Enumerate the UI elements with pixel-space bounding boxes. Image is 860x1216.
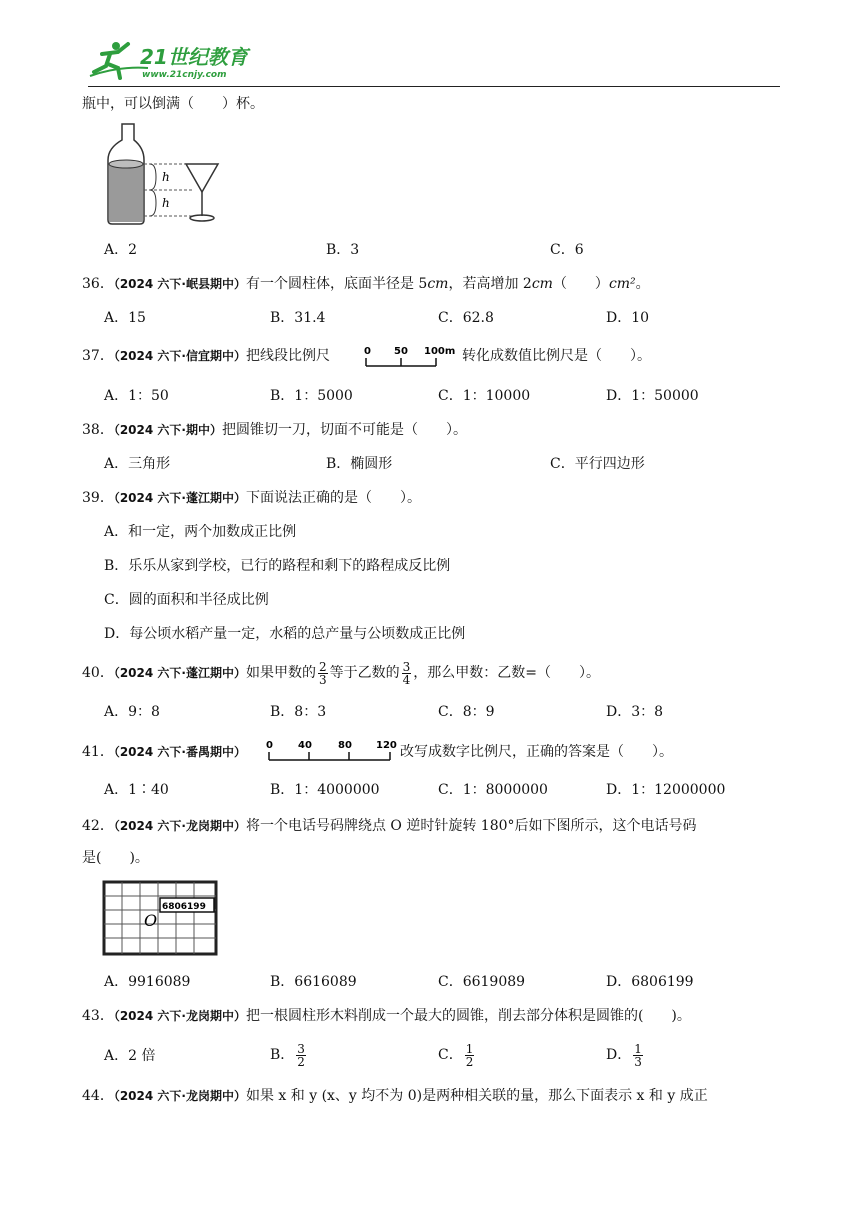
q36-text-a: 有一个圆柱体，底面半径是 5 [245,276,428,292]
brand-logo [88,38,258,82]
q43-option-d-den: 3 [634,1054,642,1069]
q42-phone-number-plate: 6806199 [162,902,206,912]
q42-option-d[interactable]: D．6806199 [606,974,694,990]
q36-option-d[interactable]: D．10 [606,310,650,326]
q43-option-c-num: 1 [465,1041,474,1056]
q44-number: 44． [82,1088,114,1104]
q36-unit-a: cm [427,276,449,292]
q40-frac1-num: 2 [318,659,327,674]
q42-number: 42． [82,818,114,834]
q40-text-c: ，那么甲数：乙数=（ ）。 [413,665,600,681]
q38-option-a[interactable]: A．三角形 [104,456,171,472]
q37-scale-label-50: 50 [394,346,408,357]
q38-text: 把圆锥切一刀，切面不可能是（ ）。 [221,422,467,438]
q36-unit-b: cm [531,276,553,292]
q40-number: 40． [82,665,114,681]
q41-option-b[interactable]: B．1：4000000 [270,782,380,798]
q39-text: 下面说法正确的是（ ）。 [245,490,421,506]
q43-option-c-den: 2 [465,1054,474,1069]
q40-frac2-num: 3 [402,659,411,674]
q43-option-c[interactable] [438,1040,476,1070]
q41-scale-label-120: 120 [376,740,397,751]
page-header [88,38,780,88]
q40-text-b: 等于乙数的 [329,665,400,681]
q37-number: 37． [82,348,114,364]
figure-label-h1: h [162,170,170,184]
q41-question [82,742,246,762]
q36-text-b: ，若高增加 2 [448,276,532,292]
q40-text-a: 如果甲数的 [245,665,316,681]
q37-line-scale [364,344,464,370]
q44-source: （2024 六下·龙岗期中） [113,1089,246,1103]
q38-option-c[interactable]: C．平行四边形 [550,456,645,472]
q43-source: （2024 六下·龙岗期中） [113,1009,246,1023]
q39-source: （2024 六下·蓬江期中） [113,491,246,505]
q35-option-a[interactable]: A．2 [104,242,138,258]
q44-question [82,1086,708,1106]
brand-url-text: www.21cnjy.com [142,70,227,80]
q37-option-d[interactable]: D．1：50000 [606,388,699,404]
q43-option-c-fraction [465,1043,475,1068]
q36-option-c[interactable]: C．62.8 [438,310,494,326]
q40-option-d[interactable]: D．3：8 [606,704,664,720]
q41-line-scale [266,738,402,764]
q42-point-o: O [144,911,158,930]
q43-option-b-fraction [296,1043,306,1068]
q38-question [82,420,467,440]
q43-option-d-fraction [633,1043,643,1068]
q43-question [82,1006,691,1026]
q42-text: 将一个电话号码牌绕点 O 逆时针旋转 180°后如下图所示，这个电话号码 [245,818,697,834]
q42-source: （2024 六下·龙岗期中） [113,819,246,833]
q40-frac2-den: 4 [402,672,411,687]
q41-option-a[interactable]: A．1∶40 [104,782,169,798]
q43-number: 43． [82,1008,114,1024]
q43-option-b-den: 2 [297,1054,305,1069]
q41-scale-label-40: 40 [298,740,312,751]
q42-text-cont: 是( )。 [82,850,149,866]
q37-option-c[interactable]: C．1：10000 [438,388,531,404]
q43-option-c-label: C． [438,1047,463,1063]
q35-option-b[interactable]: B．3 [326,242,360,258]
q41-source: （2024 六下·番禺期中） [113,745,246,759]
q36-text-d: 。 [635,276,650,292]
q36-unit-c: cm² [608,276,636,292]
q38-number: 38． [82,422,114,438]
q39-option-a[interactable]: A．和一定，两个加数成正比例 [104,524,297,540]
q40-fraction-1 [318,661,328,686]
q43-option-b-label: B． [270,1047,295,1063]
q40-question [82,660,600,686]
q35-text: 瓶中，可以倒满（ ）杯。 [82,96,264,112]
q37-option-a[interactable]: A．1：50 [104,388,169,404]
q40-frac1-den: 3 [318,672,327,687]
q43-option-b[interactable] [270,1040,308,1070]
q36-number: 36． [82,276,114,292]
q36-question [82,274,650,294]
q37-text-b: 转化成数值比例尺是（ ）。 [462,348,651,364]
q42-question [82,816,697,836]
q40-fraction-2 [402,661,412,686]
q36-option-a[interactable]: A．15 [104,310,146,326]
q41-scale-label-0: 0 [266,740,273,751]
q37-source: （2024 六下·信宜期中） [113,349,246,363]
figure-label-h2: h [162,196,170,210]
q36-text-c: （ ） [552,276,609,292]
q41-option-c[interactable]: C．1：8000000 [438,782,548,798]
q40-option-c[interactable]: C．8：9 [438,704,495,720]
q41-scale-label-80: 80 [338,740,352,751]
q40-source: （2024 六下·蓬江期中） [113,666,246,680]
q43-option-d[interactable] [606,1040,645,1070]
q39-option-c[interactable]: C．圆的面积和半径成比例 [104,592,269,608]
q41-text: 改写成数字比例尺，正确的答案是（ ）。 [400,744,673,760]
q43-option-d-num: 1 [634,1041,642,1056]
q37-question [82,346,330,366]
q43-text: 把一根圆柱形木料削成一个最大的圆锥，削去部分体积是圆锥的( )。 [245,1008,691,1024]
q38-source: （2024 六下·期中） [113,423,222,437]
q37-scale-label-0: 0 [364,346,371,357]
q37-option-b[interactable]: B．1：5000 [270,388,353,404]
q36-source: （2024 六下·岷县期中） [113,277,246,291]
q42-option-c[interactable]: C．6619089 [438,974,526,990]
q42-grid-figure [102,880,220,958]
brand-main-text: 21世纪教育 [140,45,248,69]
q35-option-c[interactable]: C．6 [550,242,584,258]
header-divider [88,86,780,87]
q38-option-b[interactable]: B．椭圆形 [326,456,393,472]
q44-text: 如果 x 和 y (x、y 均不为 0)是两种相关联的量，那么下面表示 x 和 y 成正 [245,1088,708,1104]
q41-option-d[interactable]: D．1：12000000 [606,782,726,798]
q37-text-a: 把线段比例尺 [245,348,330,364]
q39-number: 39． [82,490,114,506]
q43-option-a[interactable]: A．2 倍 [104,1048,156,1064]
q42-option-b[interactable]: B．6616089 [270,974,357,990]
q36-option-b[interactable]: B．31.4 [270,310,326,326]
q41-number: 41． [82,744,114,760]
bottle-glass-figure [100,120,220,230]
q39-question [82,488,421,508]
q39-option-b[interactable]: B．乐乐从家到学校，已行的路程和剩下的路程成反比例 [104,558,451,574]
q39-option-d[interactable]: D．每公顷水稻产量一定，水稻的总产量与公顷数成正比例 [104,626,466,642]
q43-option-b-num: 3 [297,1041,305,1056]
q40-option-b[interactable]: B．8：3 [270,704,327,720]
q42-option-a[interactable]: A．9916089 [104,974,191,990]
q40-option-a[interactable]: A．9：8 [104,704,160,720]
q37-scale-label-100m: 100m [424,346,456,357]
q43-option-d-label: D． [606,1047,632,1063]
